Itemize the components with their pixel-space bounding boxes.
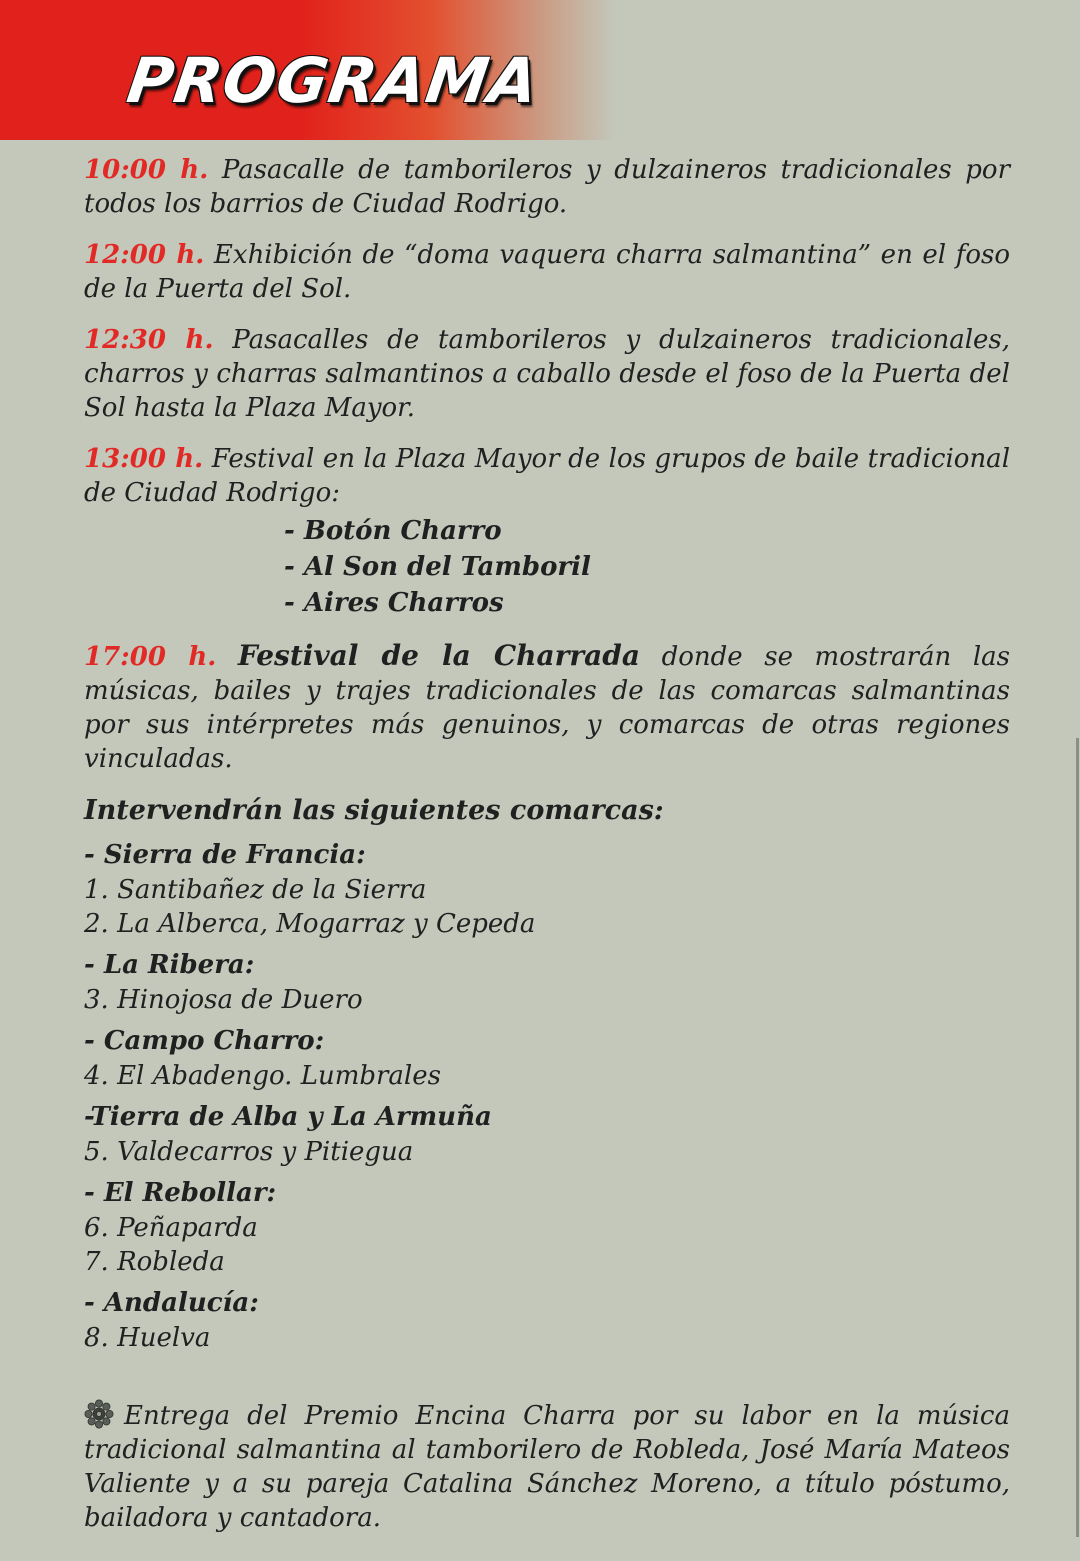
region-name: - Sierra de Francia: <box>84 840 366 870</box>
entry-text: Festival en la Plaza Mayor de los grupos de baile tradicional de Ciudad Rodrigo: <box>84 444 1011 508</box>
flower-ornament-icon <box>84 1399 114 1429</box>
region-block <box>84 1175 1010 1279</box>
dance-groups-list <box>284 513 1010 621</box>
region-name: -Tierra de Alba y La Armuña <box>84 1102 492 1132</box>
festival-text: donde se mostrarán las músicas, bailes y trajes tradicionales de las comarcas salmantinas por sus intérpretes más genuinos, y comarcas de otras regiones vinculadas. <box>84 642 1011 774</box>
entry-text: Pasacalles de tamborileros y dulzaineros tradicionales, charros y charras salmantinos a caballo desde el foso de la Puerta del Sol hasta la Plaza Mayor. <box>84 325 1011 423</box>
region-place: 4. El Abadengo. Lumbrales <box>84 1061 441 1091</box>
header-banner <box>0 0 1080 140</box>
region-name: - La Ribera: <box>84 950 255 980</box>
entry-time: 12:30 h. <box>84 325 214 355</box>
region-block <box>84 1023 1010 1093</box>
region-place: 8. Huelva <box>84 1323 211 1353</box>
region-block <box>84 1099 1010 1169</box>
region-name: - Campo Charro: <box>84 1026 325 1056</box>
page-edge-line <box>1076 738 1079 1537</box>
region-block <box>84 947 1010 1017</box>
program-content <box>84 153 1010 1561</box>
entry-text: Pasacalle de tamborileros y dulzaineros tradicionales por todos los barrios de Ciudad Rodrigo. <box>84 155 1011 219</box>
schedule-entry <box>84 442 1010 510</box>
award-note <box>84 1399 1010 1535</box>
region-place: 3. Hinojosa de Duero <box>84 985 363 1015</box>
region-place: 6. Peñaparda <box>84 1213 258 1243</box>
page-title: PROGRAMA <box>122 44 544 117</box>
region-block <box>84 1285 1010 1355</box>
entry-time: 12:00 h. <box>84 240 205 270</box>
schedule-entry <box>84 238 1010 306</box>
dance-group: - Al Son del Tamboril <box>284 552 591 582</box>
schedule-entry <box>84 323 1010 425</box>
region-place: 1. Santibañez de la Sierra <box>84 875 427 905</box>
entry-text: Exhibición de “doma vaquera charra salmantina” en el foso de la Puerta del Sol. <box>84 240 1011 304</box>
region-name: - El Rebollar: <box>84 1178 277 1208</box>
dance-group: - Botón Charro <box>284 516 502 546</box>
entry-time: 10:00 h. <box>84 155 209 185</box>
festival-time: 17:00 h. <box>84 642 217 672</box>
region-block <box>84 837 1010 941</box>
region-place: 7. Robleda <box>84 1247 225 1277</box>
festival-name: Festival de la Charrada <box>237 639 640 672</box>
region-place: 2. La Alberca, Mogarraz y Cepeda <box>84 909 536 939</box>
award-text: Entrega del Premio Encina Charra por su labor en la música tradicional salmantina al tamborilero de Robleda, José María Mateos Valiente y a su pareja Catalina Sánchez Moreno, a título póstumo, bailadora y cantadora. <box>84 1401 1010 1533</box>
comarcas-intro: Intervendrán las siguientes comarcas: <box>84 795 664 826</box>
festival-entry <box>84 639 1010 776</box>
region-name: - Andalucía: <box>84 1288 259 1318</box>
schedule-entry <box>84 153 1010 221</box>
dance-group: - Aires Charros <box>284 588 504 618</box>
entry-time: 13:00 h. <box>84 444 204 474</box>
region-place: 5. Valdecarros y Pitiegua <box>84 1137 414 1167</box>
